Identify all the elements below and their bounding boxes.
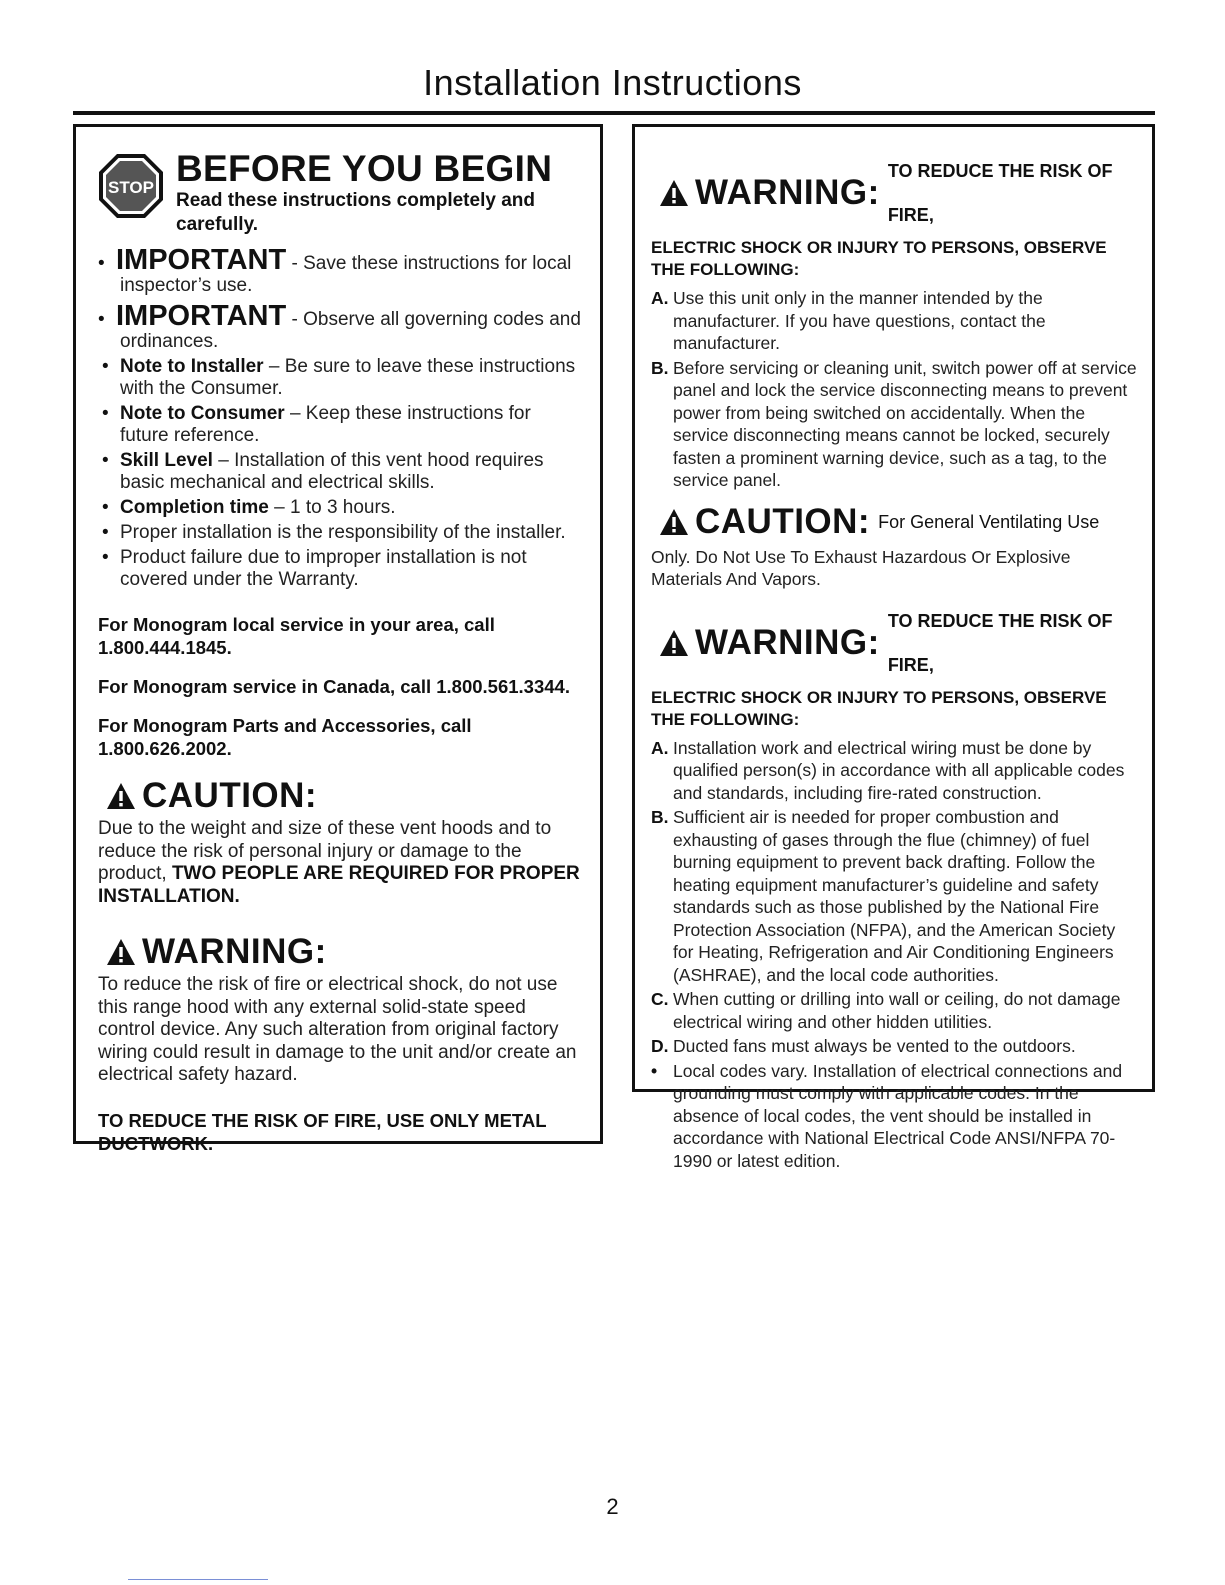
warning-2-item-c: C. When cutting or drilling into wall or ceiling, do not damage electrical wiring and other hidden utilities. xyxy=(651,989,1121,1032)
page-number: 2 xyxy=(606,1494,619,1519)
warning-1-item-a: A. Use this unit only in the manner intended by the manufacturer. If you have questions, contact the manufacturer. xyxy=(651,288,1046,353)
warning-text: To reduce the risk of fire or electrical shock, do not use this range hood with any external solid-state speed control device. Any such alteration from original factory wiring could result in damage to the unit and/or create an electrical safety hazard. xyxy=(98,974,577,1085)
important-item-1: • IMPORTANT - Save these instructions for local inspector’s use. xyxy=(98,244,572,296)
caution-text: Due to the weight and size of these vent hoods and to reduce the risk of personal injury or damage to the product, TWO PEOPLE ARE REQUIRED FOR PROPER INSTALLATION. xyxy=(98,818,580,907)
warning-triangle-icon xyxy=(659,508,689,536)
service-canada: For Monogram service in Canada, call 1.800.561.3344. xyxy=(98,676,570,697)
caution-2-text: Only. Do Not Use To Exhaust Hazardous Or Explosive Materials And Vapors. xyxy=(651,546,1071,589)
caution-title: CAUTION: xyxy=(142,776,318,815)
item-lead: IMPORTANT xyxy=(116,300,287,332)
warning-2-sub: ELECTRIC SHOCK OR INJURY TO PERSONS, OBSERVE THE FOLLOWING: xyxy=(651,687,1107,729)
item-text: Product failure due to improper installation is not covered under the Warranty. xyxy=(120,547,527,590)
warning-title: WARNING: xyxy=(142,932,327,971)
stop-sign-text: STOP xyxy=(108,178,154,197)
warning-2-item-a: A. Installation work and electrical wiring must be done by qualified person(s) in accordance with all applicable codes and standards, including fire-rated construction. xyxy=(651,737,1125,803)
safety-warnings-box xyxy=(632,124,1155,1171)
note-installer-item: • Note to Installer – Be sure to leave these instructions with the Consumer. xyxy=(102,356,576,399)
caution-2-title: CAUTION: xyxy=(695,501,871,541)
stop-sign-icon xyxy=(98,153,164,219)
warning-triangle-icon xyxy=(106,782,136,810)
item-lead: Skill Level xyxy=(120,450,213,471)
item-lead: Completion time xyxy=(120,497,269,518)
item-text: – 1 to 3 hours. xyxy=(268,497,396,518)
warning-2-title: WARNING: xyxy=(695,622,880,662)
caution-heading xyxy=(98,774,584,818)
warning-2-item-d: D. Ducted fans must always be vented to the outdoors. xyxy=(651,1036,1076,1056)
warning-2-heading xyxy=(651,599,1138,687)
item-lead: IMPORTANT xyxy=(116,244,287,276)
service-parts: For Monogram Parts and Accessories, call 1.800.626.2002. xyxy=(98,715,472,759)
item-text: – Be sure to leave these instructions with the Consumer. xyxy=(120,356,576,399)
warning-triangle-icon xyxy=(659,629,689,657)
item-text: - Observe all governing codes and ordinances. xyxy=(120,309,581,352)
caution-bold: TWO PEOPLE ARE REQUIRED FOR PROPER INSTALLATION. xyxy=(98,863,580,907)
before-you-begin-header xyxy=(98,149,584,237)
warranty-item: • Product failure due to improper installation is not covered under the Warranty. xyxy=(102,547,527,590)
item-lead: Note to Consumer xyxy=(120,403,285,424)
skill-level-item: • Skill Level – Installation of this vent hood requires basic mechanical and electrical skills. xyxy=(102,450,544,493)
caution-2-inline: For General Ventilating Use xyxy=(878,511,1100,532)
footer-line xyxy=(128,1579,268,1580)
title-rule xyxy=(73,111,1155,115)
ductwork-notice: TO REDUCE THE RISK OF FIRE, USE ONLY METAL DUCTWORK. xyxy=(98,1109,547,1154)
warning-triangle-icon xyxy=(659,179,689,207)
warning-1-item-b: B. Before servicing or cleaning unit, switch power off at service panel and lock the service disconnecting means to prevent power from being switched on accidentally. When the service disconnecting means cannot be locked, securely fasten a prominent warning device, such as a tag, to the service panel. xyxy=(651,357,1137,490)
warning-1-title: WARNING: xyxy=(695,173,880,212)
important-item-2: • IMPORTANT - Observe all governing codes and ordinances. xyxy=(98,300,581,352)
service-local: For Monogram local service in your area, call 1.800.444.1845. xyxy=(98,614,495,658)
installer-responsibility-item: • Proper installation is the responsibility of the installer. xyxy=(102,522,566,543)
warning-1-sub: ELECTRIC SHOCK OR INJURY TO PERSONS, OBSERVE THE FOLLOWING: xyxy=(651,238,1107,279)
item-text: – Installation of this vent hood requires basic mechanical and electrical skills. xyxy=(120,450,544,493)
item-lead: Note to Installer xyxy=(120,356,264,377)
item-text: – Keep these instructions for future reference. xyxy=(120,403,531,446)
warning-2-inline: TO REDUCE THE RISK OF FIRE, xyxy=(887,610,1113,675)
warning-triangle-icon xyxy=(106,938,136,966)
before-you-begin-heading: BEFORE YOU BEGIN xyxy=(176,148,553,189)
warning-1-inline: TO REDUCE THE RISK OF FIRE, xyxy=(887,161,1113,225)
warning-2-item-local-codes: • Local codes vary. Installation of electrical connections and grounding must comply with applicable codes. In the absence of local codes, the vent should be installed in accordance with National Electrical Code ANSI/NFPA 70-1990 or latest edition. xyxy=(651,1060,1123,1171)
note-consumer-item: • Note to Consumer – Keep these instructions for future reference. xyxy=(102,403,531,446)
caution-2-heading xyxy=(651,500,1138,544)
item-text: - Save these instructions for local inspector’s use. xyxy=(120,253,572,296)
before-you-begin-subheading: Read these instructions completely and carefully. xyxy=(176,190,535,235)
warning-heading xyxy=(98,930,584,974)
warning-1-heading xyxy=(651,149,1138,237)
completion-time-item: • Completion time – 1 to 3 hours. xyxy=(102,497,396,518)
page-title: Installation Instructions xyxy=(423,62,802,103)
warning-2-item-b: B. Sufficient air is needed for proper combustion and exhausting of gases through the flue (chimney) of fuel burning equipment to prevent back drafting. Follow the heating equipment manufacturer’s guideline and safety standards such as those published by the National Fire Protection Association (NFPA), and the American Society for Heating, Refrigeration and Air Conditioning Engineers (ASHRAE), and the local code authorities. xyxy=(651,807,1116,985)
before-you-begin-box xyxy=(73,124,603,1154)
item-text: Proper installation is the responsibility of the installer. xyxy=(120,522,566,543)
